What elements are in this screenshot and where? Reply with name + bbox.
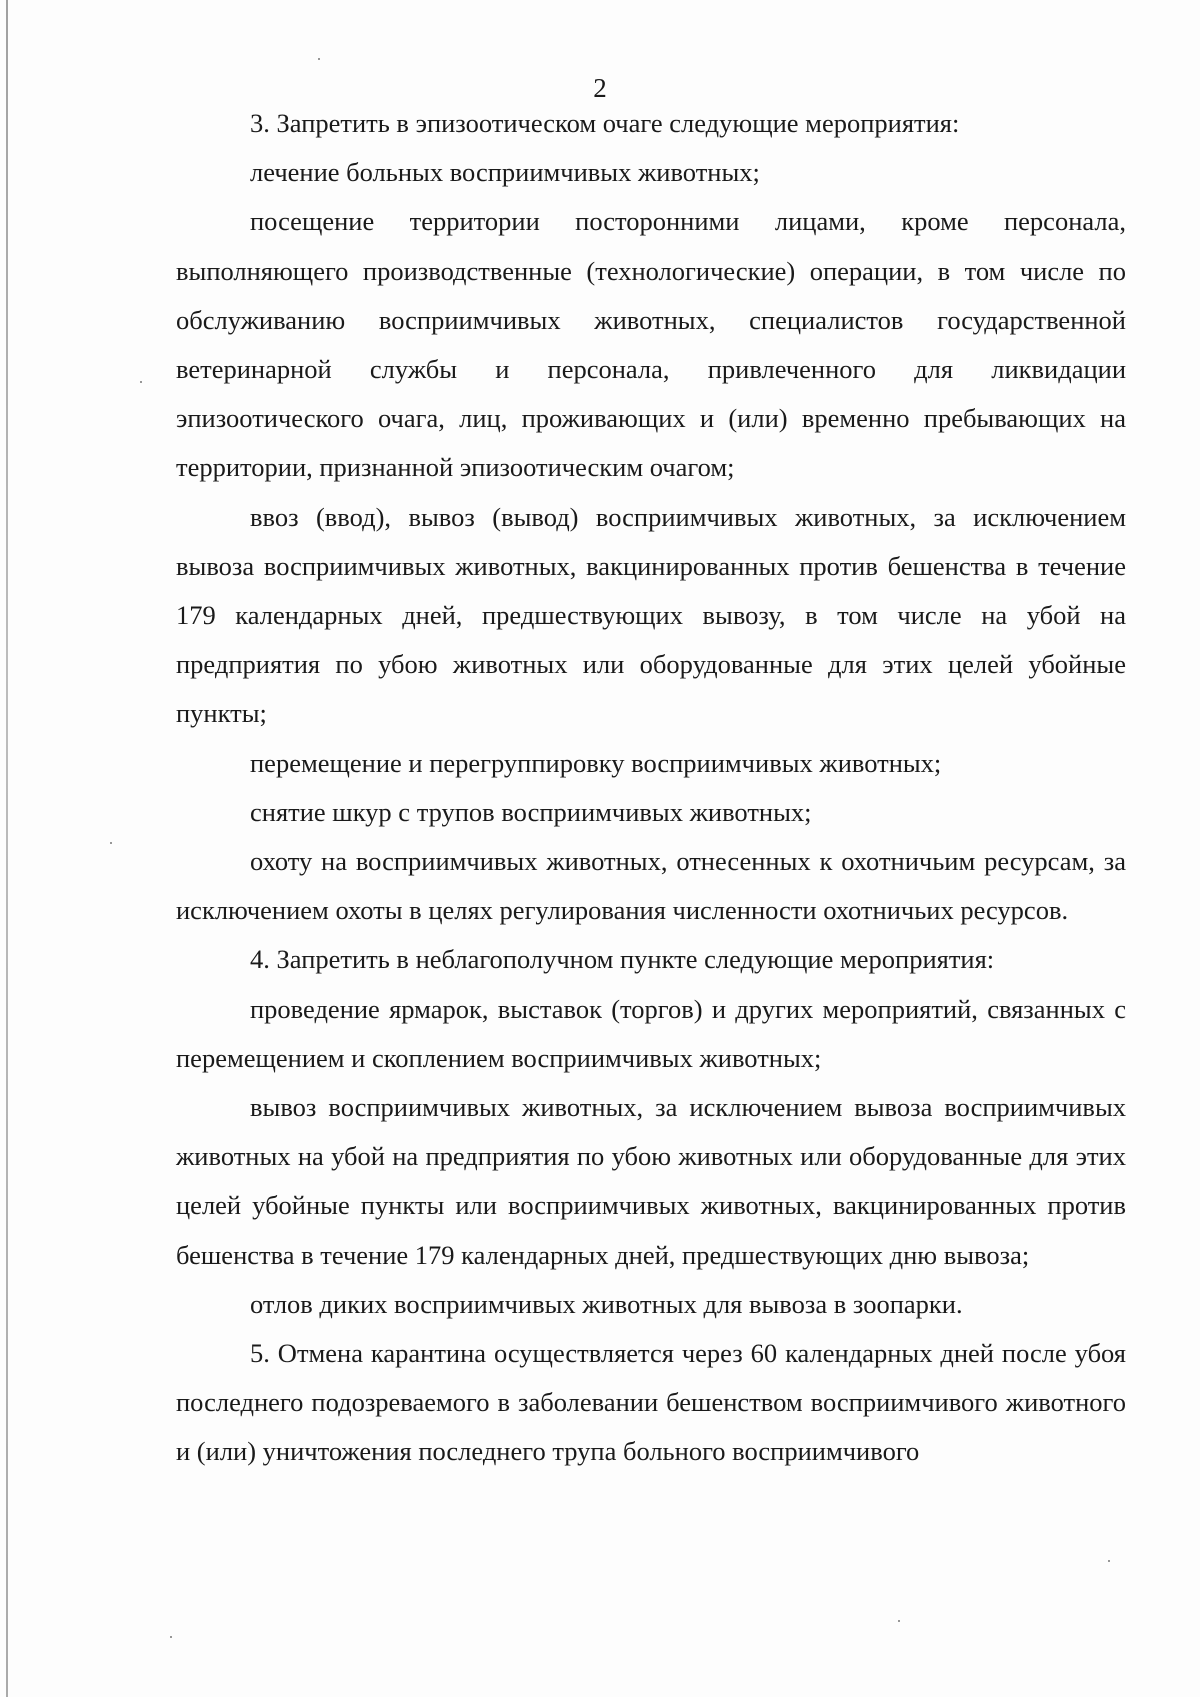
scan-speck [170, 1636, 172, 1638]
page-number: 2 [593, 73, 607, 103]
paragraph: вывоз восприимчивых животных, за исключением вывоза восприимчивых животных на убой на предприятия по убою животных или оборудованные для этих целей убойные пункты или восприимчивых животных, вакцинированных против бешенства в течение 179 календарных дней, предшествующих дню вывоза; [176, 1092, 1126, 1270]
paragraph: лечение больных восприимчивых животных; [250, 157, 760, 188]
scan-speck [1108, 1560, 1110, 1562]
paragraph: посещение территории посторонними лицами, кроме персонала, выполняющего производственные (технологические) операции, в том числе по обслуживанию восприимчивых животных, специалистов государственной ветеринарной службы и персонала, привлеченного для ликвидации эпизоотического очага, лиц, проживающих и (или) временно пребывающих на территории, признанной эпизоотическим очагом; [176, 206, 1126, 483]
paragraph: 5. Отмена карантина осуществляется через 60 календарных дней после убоя последнего подозреваемого в заболевании бешенством восприимчивого животного и (или) уничтожения последнего трупа больного восприимчивого [176, 1338, 1126, 1467]
scan-speck [140, 381, 142, 383]
scan-speck [110, 842, 112, 844]
paragraph: проведение ярмарок, выставок (торгов) и других мероприятий, связанных с перемещением и скоплением восприимчивых животных; [176, 993, 1126, 1073]
paragraph: снятие шкур с трупов восприимчивых животных; [250, 796, 812, 827]
paragraph: охоту на восприимчивых животных, отнесенных к охотничьим ресурсам, за исключением охоты в целях регулирования численности охотничьих ресурсов. [176, 846, 1126, 926]
paragraph: 3. Запретить в эпизоотическом очаге следующие мероприятия: [250, 108, 960, 138]
paragraph: ввоз (ввод), вывоз (вывод) восприимчивых животных, за исключением вывоза восприимчивых животных, вакцинированных против бешенства в течение 179 календарных дней, предшествующих вывозу, в том числе на убой на предприятия по убою животных или оборудованные для этих целей убойные пункты; [176, 501, 1126, 729]
paragraph: отлов диких восприимчивых животных для вывоза в зоопарки. [250, 1288, 963, 1319]
paragraph: перемещение и перегруппировку восприимчивых животных; [250, 747, 942, 778]
paragraph: 4. Запретить в неблагополучном пункте следующие мероприятия: [250, 944, 995, 975]
scan-speck [318, 58, 320, 60]
scan-speck [898, 1620, 900, 1622]
scan-edge-line [6, 0, 8, 1697]
document-body [176, 99, 1126, 1477]
